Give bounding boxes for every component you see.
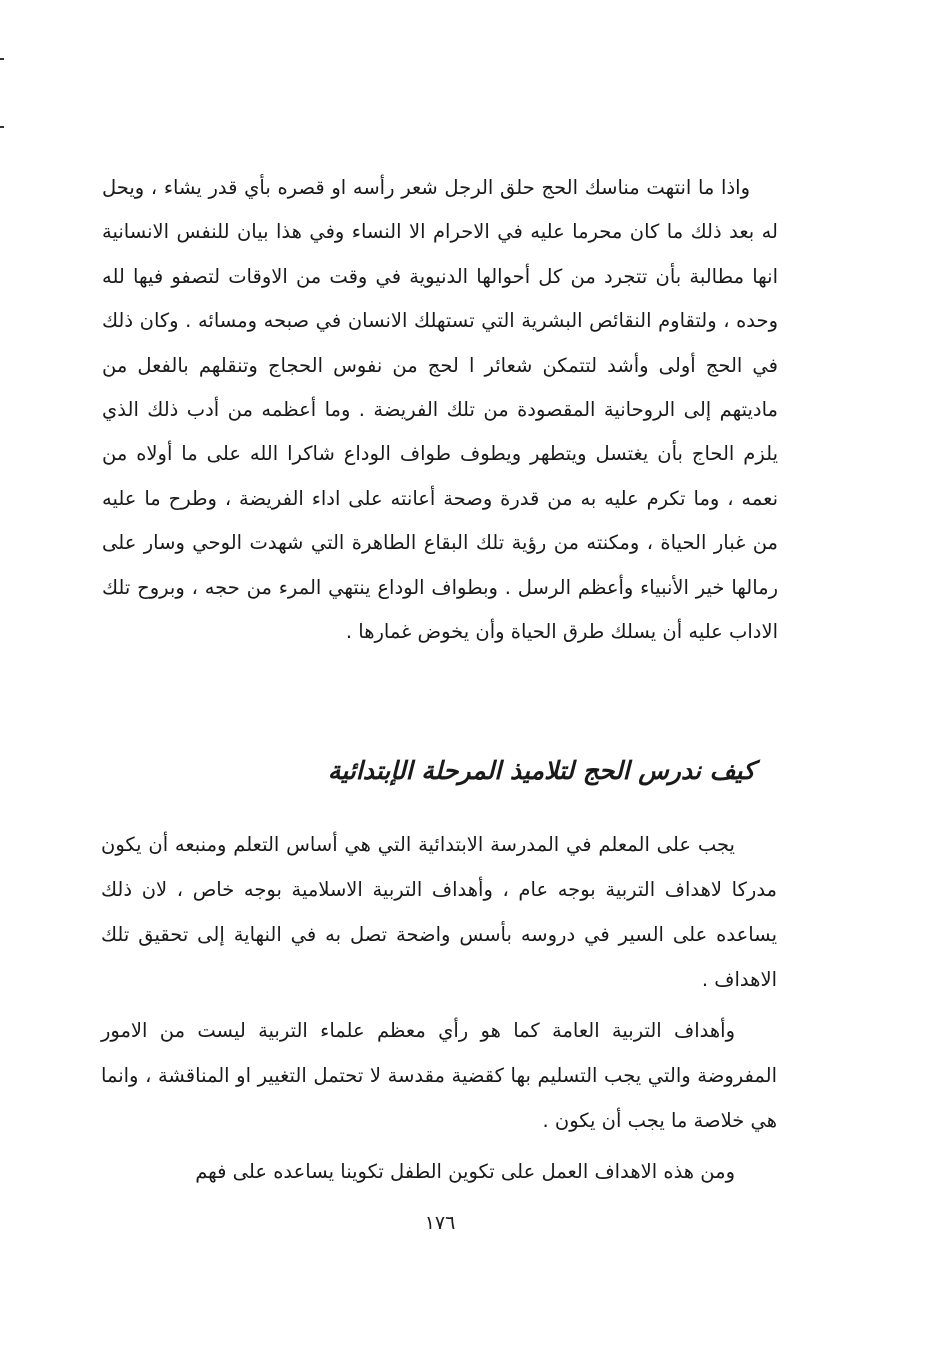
section-heading: كيف ندرس الحج لتلاميذ المرحلة الإبتدائية	[327, 756, 755, 785]
paragraph: يجب على المعلم في المدرسة الابتدائية التي هي أساس التعلم ومنبعه أن يكون مدركا لاهداف التربية بوجه عام ، وأهداف التربية الاسلامية بوجه خاص ، لان ذلك يساعده على السير في دروسه بأسس واضحة تصل به في النهاية إلى تحقيق تلك الاهداف .	[101, 833, 777, 991]
body-section-bottom	[101, 822, 777, 1200]
paragraph: وأهداف التربية العامة كما هو رأي معظم علماء التربية ليست من الامور المفروضة والتي يجب التسليم بها كقضية مقدسة لا تحتمل التغيير او المناقشة ، وانما هي خلاصة ما يجب أن يكون .	[101, 1019, 777, 1132]
scan-edge-mark	[0, 58, 4, 60]
scan-edge-mark	[0, 126, 4, 128]
paragraph: ومن هذه الاهداف العمل على تكوين الطفل تكوينا يساعده على فهم	[195, 1160, 735, 1183]
page-number: ١٧٦	[424, 1212, 456, 1234]
paragraph: واذا ما انتهت مناسك الحج حلق الرجل شعر رأسه او قصره بأي قدر يشاء ، ويحل له بعد ذلك ما كان محرما عليه في الاحرام الا النساء وفي هذا بيان للنفس الانسانية انها مطالبة بأن تتجرد من كل أحوالها الدنيوية في وقت من الاوقات لتصفو فيها لله وحده ، ولتقاوم النقائص البشرية التي تستهلك الانسان في صبحه ومسائه . وكان ذلك في الحج أولى وأشد لتتمكن شعائر ا لحج من نفوس الحجاج وتنقلهم بالفعل من ماديتهم إلى الروحانية المقصودة من تلك الفريضة . وما أعظمه من أدب ذلك الذي يلزم الحاج بأن يغتسل ويتطهر ويطوف طواف الوداع شاكرا الله على ما أولاه من نعمه ، وما تكرم عليه به من قدرة وصحة أعانته على اداء الفريضة ، وطرح ما عليه من غبار الحياة ، ومكنته من رؤية تلك البقاع الطاهرة التي شهدت الوحي وسار على رمالها خير الأنبياء وأعظم الرسل . وبطواف الوداع ينتهي المرء من حجه ، وبروح تلك الاداب عليه أن يسلك طرق الحياة وأن يخوض غمارها .	[102, 176, 778, 644]
body-section-top	[102, 166, 778, 654]
